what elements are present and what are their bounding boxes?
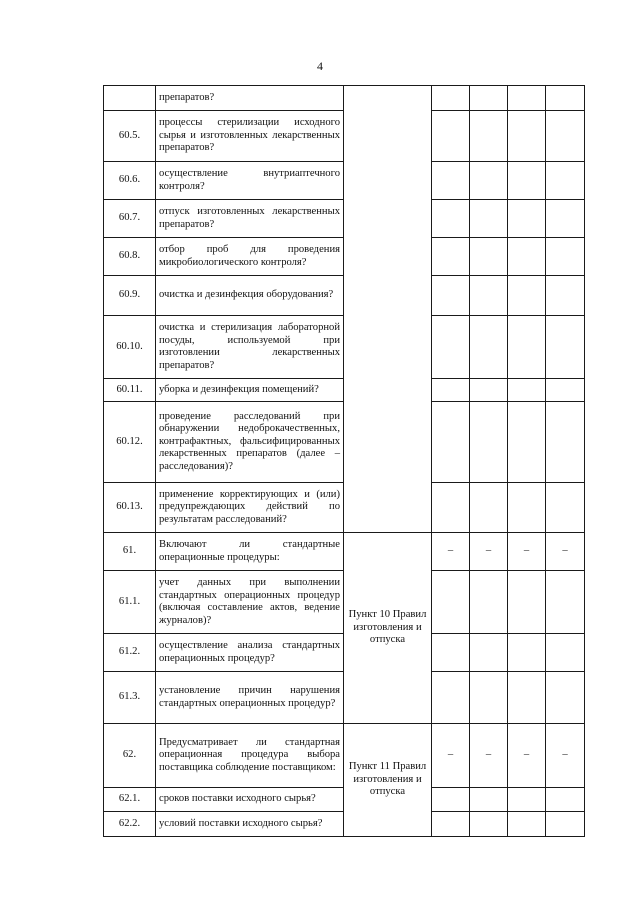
answer-cell-yes[interactable] <box>432 483 470 533</box>
question-text: применение корректирующих и (или) предупреждающих действий по результатам расследований? <box>156 483 344 533</box>
answer-cell-no[interactable] <box>470 571 508 634</box>
answer-cell-not-applicable[interactable] <box>508 812 546 837</box>
answer-cell-no[interactable] <box>470 402 508 483</box>
question-text: учет данных при выполнении стандартных операционных процедур (включая составление актов, ведение журналов)? <box>156 571 344 634</box>
answer-cell-no[interactable] <box>470 162 508 200</box>
answer-cell-notes[interactable] <box>546 634 585 672</box>
row-number: 61. <box>104 533 156 571</box>
row-number: 61.3. <box>104 672 156 724</box>
table-row <box>104 724 585 788</box>
answer-dash: – <box>508 724 546 788</box>
answer-cell-yes[interactable] <box>432 812 470 837</box>
answer-cell-not-applicable[interactable] <box>508 276 546 316</box>
question-text: условий поставки исходного сырья? <box>156 812 344 837</box>
question-text: отпуск изготовленных лекарственных препаратов? <box>156 200 344 238</box>
answer-cell-yes[interactable] <box>432 276 470 316</box>
answer-cell-yes[interactable] <box>432 634 470 672</box>
question-text: проведение расследований при обнаружении недоброкачественных, контрафактных, фальсифицированных лекарственных препаратов (далее – расследования)? <box>156 402 344 483</box>
answer-dash: – <box>470 724 508 788</box>
question-text: сроков поставки исходного сырья? <box>156 788 344 812</box>
row-number <box>104 86 156 111</box>
answer-cell-not-applicable[interactable] <box>508 672 546 724</box>
answer-cell-notes[interactable] <box>546 200 585 238</box>
answer-cell-notes[interactable] <box>546 162 585 200</box>
answer-cell-notes[interactable] <box>546 316 585 379</box>
answer-cell-no[interactable] <box>470 86 508 111</box>
answer-dash: – <box>546 533 585 571</box>
answer-cell-notes[interactable] <box>546 788 585 812</box>
answer-cell-not-applicable[interactable] <box>508 111 546 162</box>
answer-cell-yes[interactable] <box>432 316 470 379</box>
answer-cell-no[interactable] <box>470 238 508 276</box>
answer-cell-not-applicable[interactable] <box>508 86 546 111</box>
answer-cell-yes[interactable] <box>432 162 470 200</box>
answer-cell-not-applicable[interactable] <box>508 379 546 402</box>
answer-cell-yes[interactable] <box>432 200 470 238</box>
answer-cell-notes[interactable] <box>546 86 585 111</box>
answer-cell-notes[interactable] <box>546 483 585 533</box>
question-text: Включают ли стандартные операционные процедуры: <box>156 533 344 571</box>
row-number: 60.13. <box>104 483 156 533</box>
answer-cell-not-applicable[interactable] <box>508 238 546 276</box>
question-text: процессы стерилизации исходного сырья и изготовленных лекарственных препаратов? <box>156 111 344 162</box>
answer-cell-notes[interactable] <box>546 276 585 316</box>
table-row <box>104 533 585 571</box>
row-number: 62.2. <box>104 812 156 837</box>
row-number: 60.9. <box>104 276 156 316</box>
answer-cell-yes[interactable] <box>432 402 470 483</box>
answer-cell-not-applicable[interactable] <box>508 571 546 634</box>
legal-reference-punkt-10: Пункт 10 Правил изготовления и отпуска <box>344 533 432 724</box>
answer-cell-not-applicable[interactable] <box>508 316 546 379</box>
answer-cell-no[interactable] <box>470 200 508 238</box>
row-number: 60.12. <box>104 402 156 483</box>
answer-cell-not-applicable[interactable] <box>508 483 546 533</box>
answer-cell-not-applicable[interactable] <box>508 162 546 200</box>
answer-cell-notes[interactable] <box>546 571 585 634</box>
legal-reference-punkt-11: Пункт 11 Правил изготовления и отпуска <box>344 724 432 837</box>
row-number: 60.11. <box>104 379 156 402</box>
answer-cell-no[interactable] <box>470 812 508 837</box>
answer-cell-yes[interactable] <box>432 672 470 724</box>
row-number: 60.5. <box>104 111 156 162</box>
page-number: 4 <box>317 59 323 73</box>
question-text: осуществление анализа стандартных операционных процедур? <box>156 634 344 672</box>
answer-cell-no[interactable] <box>470 276 508 316</box>
question-text: осуществление внутриаптечного контроля? <box>156 162 344 200</box>
table-row <box>104 86 585 111</box>
answer-cell-no[interactable] <box>470 634 508 672</box>
question-text: Предусматривает ли стандартная операционная процедура выбора поставщика соблюдение поставщиком: <box>156 724 344 788</box>
row-number: 60.6. <box>104 162 156 200</box>
question-text: установление причин нарушения стандартных операционных процедур? <box>156 672 344 724</box>
answer-cell-notes[interactable] <box>546 238 585 276</box>
answer-cell-not-applicable[interactable] <box>508 402 546 483</box>
question-text: препаратов? <box>156 86 344 111</box>
answer-dash: – <box>470 533 508 571</box>
answer-cell-not-applicable[interactable] <box>508 200 546 238</box>
answer-cell-no[interactable] <box>470 483 508 533</box>
answer-cell-no[interactable] <box>470 111 508 162</box>
answer-cell-notes[interactable] <box>546 812 585 837</box>
answer-dash: – <box>508 533 546 571</box>
row-number: 61.2. <box>104 634 156 672</box>
row-number: 60.10. <box>104 316 156 379</box>
answer-cell-no[interactable] <box>470 316 508 379</box>
answer-cell-notes[interactable] <box>546 402 585 483</box>
answer-cell-notes[interactable] <box>546 111 585 162</box>
answer-cell-no[interactable] <box>470 788 508 812</box>
row-number: 60.7. <box>104 200 156 238</box>
question-text: очистка и стерилизация лабораторной посуды, используемой при изготовлении лекарственных препаратов? <box>156 316 344 379</box>
answer-cell-yes[interactable] <box>432 238 470 276</box>
row-number: 62. <box>104 724 156 788</box>
row-number: 60.8. <box>104 238 156 276</box>
answer-dash: – <box>432 724 470 788</box>
row-number: 62.1. <box>104 788 156 812</box>
answer-dash: – <box>432 533 470 571</box>
answer-cell-yes[interactable] <box>432 379 470 402</box>
question-text: отбор проб для проведения микробиологического контроля? <box>156 238 344 276</box>
answer-cell-yes[interactable] <box>432 111 470 162</box>
answer-cell-yes[interactable] <box>432 86 470 111</box>
answer-cell-notes[interactable] <box>546 672 585 724</box>
answer-dash: – <box>546 724 585 788</box>
answer-cell-no[interactable] <box>470 379 508 402</box>
answer-cell-no[interactable] <box>470 672 508 724</box>
answer-cell-not-applicable[interactable] <box>508 634 546 672</box>
row-number: 61.1. <box>104 571 156 634</box>
legal-reference-cell <box>344 86 432 533</box>
answer-cell-not-applicable[interactable] <box>508 788 546 812</box>
answer-cell-yes[interactable] <box>432 788 470 812</box>
question-text: очистка и дезинфекция оборудования? <box>156 276 344 316</box>
answer-cell-yes[interactable] <box>432 571 470 634</box>
checklist-table <box>103 85 585 837</box>
question-text: уборка и дезинфекция помещений? <box>156 379 344 402</box>
answer-cell-notes[interactable] <box>546 379 585 402</box>
